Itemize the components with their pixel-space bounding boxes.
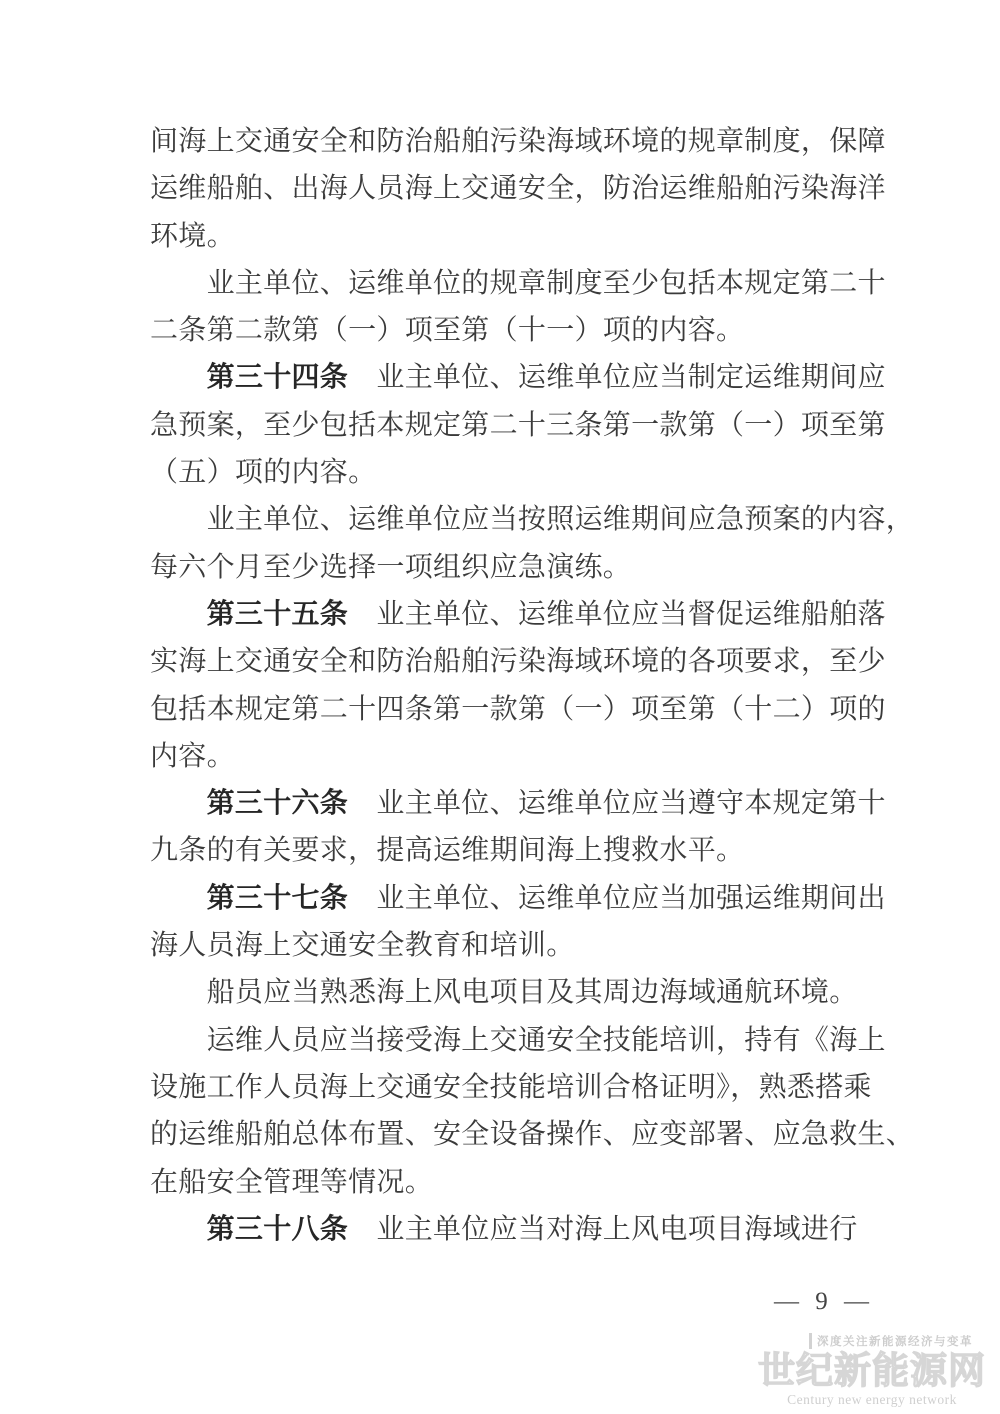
text-line [150, 969, 864, 1016]
text-line: 第三十七条 业主单位、运维单位应当加强运维期间出 [150, 882, 886, 914]
document-text-block [150, 118, 915, 1253]
text-line-body: （五）项的内容。 [150, 457, 377, 489]
text-line [150, 638, 886, 685]
text-line-body: 每六个月至少选择一项组织应急演练。 [150, 551, 632, 583]
text-line [150, 1159, 864, 1206]
text-line [150, 1064, 872, 1111]
text-line [150, 827, 864, 874]
text-line-body: 的运维船舶总体布置、安全设备操作、应变部署、应急救生、 [150, 1119, 915, 1151]
text-line-body: 运维人员应当接受海上交通安全技能培训，持有《海上 [150, 1024, 886, 1056]
text-line [150, 260, 886, 307]
text-line [150, 686, 886, 733]
text-line-body: 九条的有关要求，提高运维期间海上搜救水平。 [150, 835, 745, 867]
text-line-body: 在船安全管理等情况。 [150, 1166, 434, 1198]
text-line-body: 内容。 [150, 740, 235, 772]
text-line [150, 118, 886, 165]
text-line-body: 业主单位、运维单位应当按照运维期间应急预案的内容， [150, 504, 915, 536]
text-line [150, 922, 864, 969]
text-line: 第三十八条 业主单位应当对海上风电项目海域进行 [150, 1213, 858, 1245]
text-line-body: 业主单位、运维单位应当遵守本规定第十 [348, 788, 886, 820]
text-line [150, 733, 864, 780]
text-line [150, 165, 886, 212]
text-line-body: 设施工作人员海上交通安全技能培训合格证明》，熟悉搭乘 [150, 1071, 872, 1103]
text-line [150, 402, 886, 449]
text-line-body: 业主单位、运维单位应当督促运维船舶落 [348, 598, 886, 630]
text-line: 第三十四条 业主单位、运维单位应当制定运维期间应 [150, 362, 886, 394]
text-line-body: 二条第二款第（一）项至第（十一）项的内容。 [150, 315, 745, 347]
text-line: 第三十六条 业主单位、运维单位应当遵守本规定第十 [150, 788, 886, 820]
text-line-body: 业主单位应当对海上风电项目海域进行 [348, 1213, 858, 1245]
text-line [150, 1111, 915, 1158]
text-line-body: 业主单位、运维单位应当加强运维期间出 [348, 882, 886, 914]
text-line-body: 环境。 [150, 220, 235, 252]
text-line [150, 544, 864, 591]
text-line: 第三十五条 业主单位、运维单位应当督促运维船舶落 [150, 598, 886, 630]
text-line [150, 496, 915, 543]
watermark-brand: 世纪新能源网 [758, 1350, 986, 1391]
watermark [754, 1332, 990, 1408]
text-line-body: 业主单位、运维单位应当制定运维期间应 [348, 362, 886, 394]
text-line [150, 307, 864, 354]
text-line [150, 213, 864, 260]
watermark-brand-en: Century new energy network [787, 1391, 957, 1407]
page-number: — 9 — [774, 1288, 874, 1315]
text-line-body: 急预案，至少包括本规定第二十三条第一款第（一）项至第 [150, 409, 886, 441]
text-line [150, 449, 864, 496]
text-line-body: 实海上交通安全和防治船舶污染海域环境的各项要求，至少 [150, 646, 886, 678]
text-line-body: 运维船舶、出海人员海上交通安全，防治运维船舶污染海洋 [150, 173, 886, 205]
text-line-body: 间海上交通安全和防治船舶污染海域环境的规章制度，保障 [150, 126, 886, 157]
text-line-body: 业主单位、运维单位的规章制度至少包括本规定第二十 [150, 267, 886, 299]
text-line-body: 海人员海上交通安全教育和培训。 [150, 930, 575, 962]
watermark-tagline: 深度关注新能源经济与变革 [809, 1333, 973, 1349]
text-line-body: 船员应当熟悉海上风电项目及其周边海域通航环境。 [150, 977, 858, 1009]
text-line-body: 包括本规定第二十四条第一款第（一）项至第（十二）项的 [150, 693, 886, 725]
text-line [150, 1017, 886, 1064]
